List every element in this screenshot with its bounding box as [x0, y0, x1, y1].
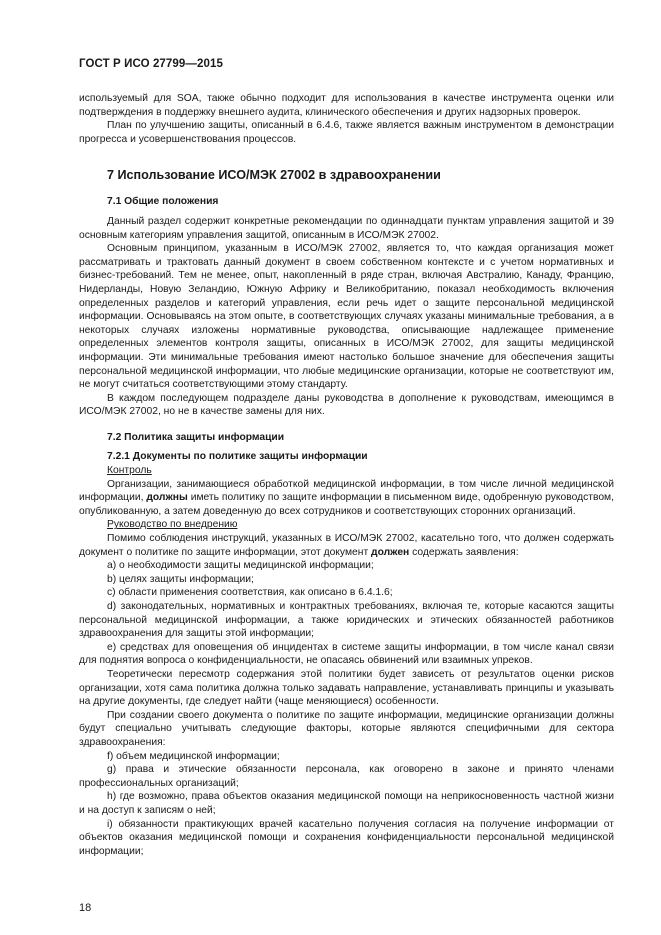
paragraph: Помимо соблюдения инструкций, указанных в ИСО/МЭК 27002, касательно того, что должен содержать документ о политике по защите информации, этот документ должен содержать заявления: [79, 533, 614, 558]
paragraph: При создании своего документа о политике по защите информации, медицинские организации должны будут специально учитывать следующие факторы, которые являются специфичными для сектора здравоохранения: [79, 709, 614, 748]
subsection-heading: 7.1 Общие положения [107, 196, 219, 208]
paragraph: Данный раздел содержит конкретные рекомендации по одиннадцати пунктам управления защитой и 39 основным категориям управления защитой, описанным в ИСО/МЭК 27002. [79, 215, 614, 241]
guidance-label: Руководство по внедрению [107, 519, 238, 531]
paragraph: В каждом последующем подразделе даны руководства в дополнение к руководствам, имеющимся в ИСО/МЭК 27002, но не в качестве замены для них. [79, 392, 614, 418]
paragraph: Теоретически пересмотр содержания этой политики будет зависеть от результатов оценки рисков организации, хотя сама политика должна только задавать направление, устанавливать принципы и указывать на другие документы, где следует найти (чаще меняющиеся) особенности. [79, 668, 614, 708]
list-item: c) области применения соответствия, как описано в 6.4.1.6; [107, 587, 393, 599]
list-item: d) законодательных, нормативных и контрактных требованиях, включая те, которые касаются защиты персональной медицинской информации, а также юридических и этических обязанностей работников здравоохранения для защиты этой информации; [79, 601, 614, 640]
paragraph: используемый для SOA, также обычно подходит для использования в качестве инструмента оценки или подтверждения в поддержку внешнего аудита, клинического обеспечения и других надзорных проверок. [79, 93, 614, 118]
page-content [79, 92, 614, 858]
list-item: e) средствах для оповещения об инцидентах в системе защиты информации, в том числе канал связи для поднятия вопроса о конфиденциальности, не опасаясь обвинений или взаимных упреков. [79, 641, 614, 667]
list-item: g) права и этические обязанности персонала, как оговорено в законе и принято членами профессиональных организаций; [79, 764, 614, 789]
list-item: а) о необходимости защиты медицинской информации; [107, 560, 374, 572]
subsection-heading: 7.2 Политика защиты информации [107, 431, 285, 443]
list-item: h) где возможно, права объектов оказания медицинской помощи на неприкосновенность частной жизни и на доступ к записям о ней; [79, 791, 614, 816]
clause-heading: 7.2.1 Документы по политике защиты информации [107, 451, 368, 463]
document-header: ГОСТ Р ИСО 27799—2015 [79, 58, 224, 70]
paragraph: План по улучшению защиты, описанный в 6.4.6, также является важным инструментом в демонстрации прогресса и усовершенствования процессов. [79, 120, 614, 145]
paragraph: Организации, занимающиеся обработкой медицинской информации, в том числе личной медицинской информации, должны иметь политику по защите информации в письменном виде, одобренную руководством, опубликованную, а затем доведенную до всех сотрудников и соответствующих сторонних организаций. [79, 478, 614, 517]
paragraph: Основным принципом, указанным в ИСО/МЭК 27002, является то, что каждая организация может рассматривать и трактовать данный документ в своем собственном контексте и с учетом нормативных и бизнес-требований. Тем не менее, опыт, накопленный в ряде стран, включая Австралию, Канаду, Францию, Нидерланды, Новую Зеландию, Южную Африку и Великобританию, показал необходимость включения определенных разделов и категорий управления, если речь идет о защите персональной медицинской информации. Основываясь на этом опыте, в соответствующих случаях указаны минимальные требования, а в некоторых случаях изложены нормативные руководства, описывающие надлежащее применение определенных элементов контроля защиты, описанных в ИСО/МЭК 27002, для защиты медицинской информации. Эти минимальные требования имеют настолько большое значение для обеспечения защиты персональной медицинской информации, что любые медицинские организации, которые не соответствуют им, не могут считаться соответствующими этому стандарту. [79, 243, 614, 391]
section-heading: 7 Использование ИСО/МЭК 27002 в здравоохранении [107, 168, 441, 183]
control-label: Контроль [107, 465, 152, 477]
list-item: i) обязанности практикующих врачей касательно получения согласия на получение информации от объектов оказания медицинской помощи и сохранения конфиденциальности персональной медицинской информации; [79, 818, 614, 857]
list-item: f) объем медицинской информации; [107, 750, 280, 762]
list-item: b) целях защиты информации; [107, 573, 254, 585]
page-number: 18 [79, 902, 92, 914]
